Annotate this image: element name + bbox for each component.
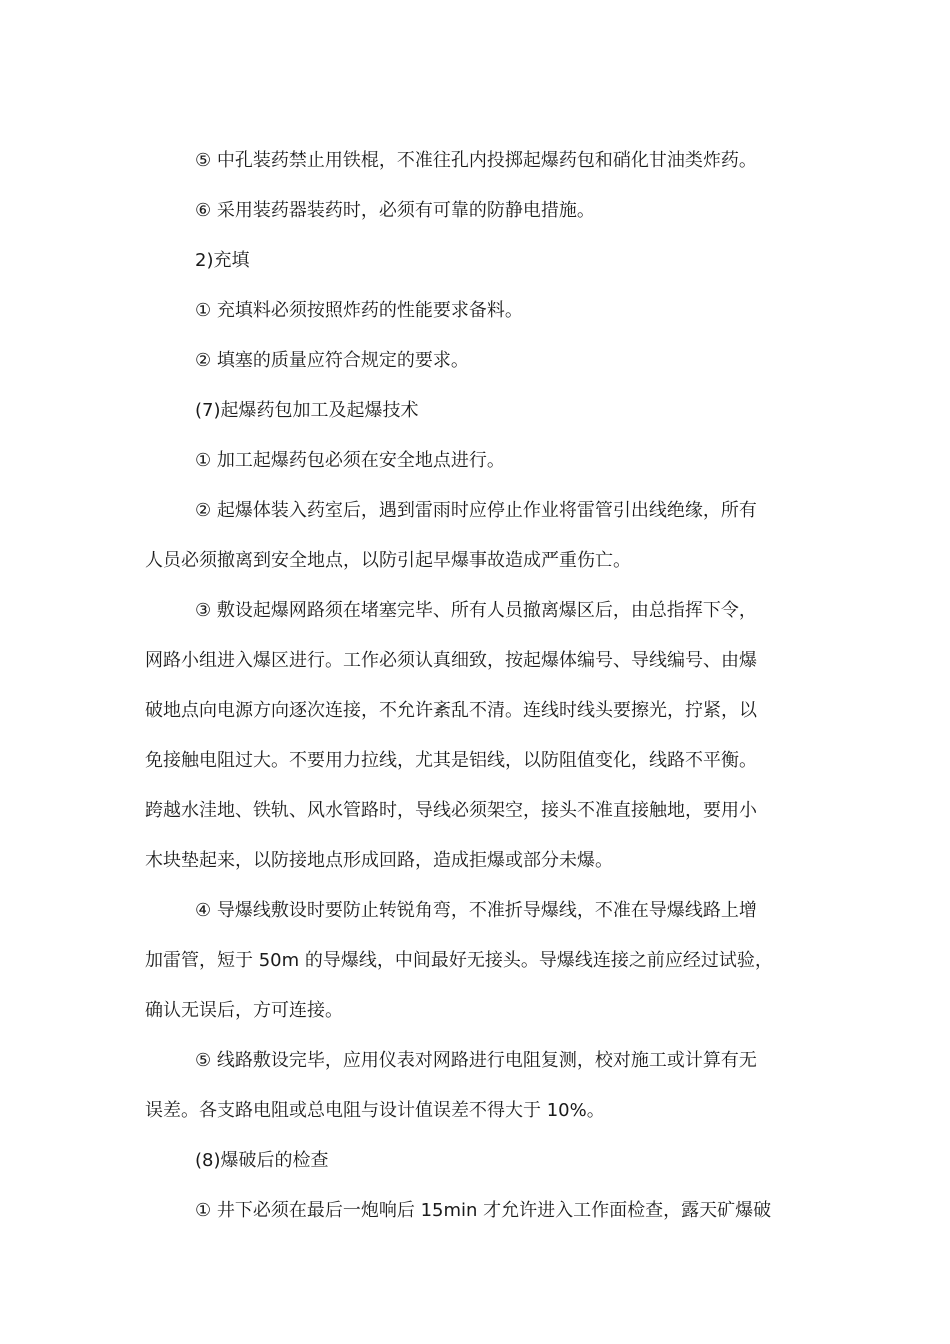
paragraph xyxy=(145,286,820,336)
text-line: 人员必须撤离到安全地点，以防引起早爆事故造成严重伤亡。 xyxy=(145,550,631,571)
paragraph xyxy=(145,186,820,236)
text-line: 网路小组进入爆区进行。工作必须认真细致，按起爆体编号、导线编号、由爆 xyxy=(145,650,757,671)
text-line: ④ 导爆线敷设时要防止转锐角弯，不准折导爆线，不准在导爆线路上增 xyxy=(195,900,757,921)
text-line: ⑥ 采用装药器装药时，必须有可靠的防静电措施。 xyxy=(195,200,595,221)
text-line: 2)充填 xyxy=(195,250,250,271)
text-line: ② 填塞的质量应符合规定的要求。 xyxy=(195,350,469,371)
text-line: (8)爆破后的检查 xyxy=(195,1150,329,1171)
text-line: ⑤ 线路敷设完毕，应用仪表对网路进行电阻复测，校对施工或计算有无 xyxy=(195,1050,757,1071)
text-line: 误差。各支路电阻或总电阻与设计值误差不得大于 10%。 xyxy=(145,1100,605,1121)
paragraph xyxy=(145,136,820,186)
text-line: ① 充填料必须按照炸药的性能要求备料。 xyxy=(195,300,523,321)
paragraph xyxy=(145,586,820,886)
text-line: ② 起爆体装入药室后，遇到雷雨时应停止作业将雷管引出线绝缘，所有 xyxy=(195,500,757,521)
text-line: 跨越水洼地、铁轨、风水管路时，导线必须架空，接头不准直接触地，要用小 xyxy=(145,800,757,821)
paragraph xyxy=(145,236,820,286)
text-line: ③ 敷设起爆网路须在堵塞完毕、所有人员撤离爆区后，由总指挥下令， xyxy=(195,600,757,621)
text-line: ① 井下必须在最后一炮响后 15min 才允许进入工作面检查，露天矿爆破 xyxy=(195,1200,772,1221)
text-line: 加雷管，短于 50m 的导爆线，中间最好无接头。导爆线连接之前应经过试验， xyxy=(145,950,773,971)
paragraph xyxy=(145,386,820,436)
paragraph xyxy=(145,486,820,586)
text-line: 破地点向电源方向逐次连接，不允许紊乱不清。连线时线头要擦光，拧紧，以 xyxy=(145,700,757,721)
text-line: ⑤ 中孔装药禁止用铁棍，不准往孔内投掷起爆药包和硝化甘油类炸药。 xyxy=(195,150,757,171)
paragraph xyxy=(145,436,820,486)
paragraph xyxy=(145,886,820,1036)
paragraph xyxy=(145,1186,820,1236)
text-line: 确认无误后，方可连接。 xyxy=(145,1000,343,1021)
paragraph xyxy=(145,1036,820,1136)
paragraph xyxy=(145,336,820,386)
text-line: 免接触电阻过大。不要用力拉线，尤其是铝线，以防阻值变化，线路不平衡。 xyxy=(145,750,757,771)
paragraph xyxy=(145,1136,820,1186)
text-line: 木块垫起来，以防接地点形成回路，造成拒爆或部分未爆。 xyxy=(145,850,613,871)
document-body xyxy=(145,136,820,1236)
text-line: (7)起爆药包加工及起爆技术 xyxy=(195,400,419,421)
text-line: ① 加工起爆药包必须在安全地点进行。 xyxy=(195,450,505,471)
